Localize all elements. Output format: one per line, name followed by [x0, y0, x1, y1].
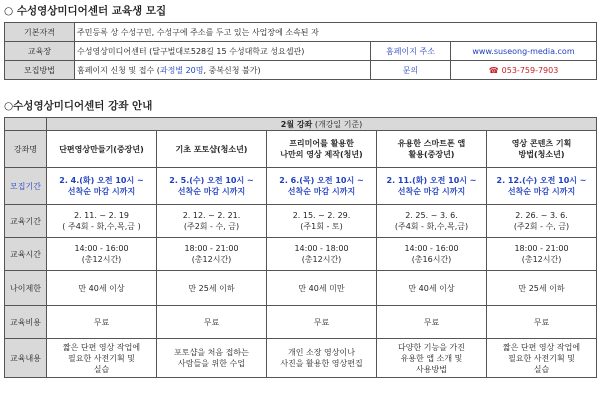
period-header-blank [5, 118, 47, 131]
period-line: ( 주4회 - 화,수,목,금 ) [62, 222, 141, 231]
row-label-recruit: 모집기간 [5, 168, 47, 205]
row-label-content: 교육내용 [5, 339, 47, 378]
course-name-row [5, 131, 597, 168]
contact-label: 문의 [371, 61, 451, 80]
recruit-cell [47, 168, 157, 205]
time-cell [157, 238, 267, 271]
recruit-cell [377, 168, 487, 205]
recruit-cell [157, 168, 267, 205]
age-cell: 만 40세 미만 [267, 271, 377, 306]
time-line: 18:00 - 21:00 [514, 244, 569, 253]
period-cell [267, 205, 377, 238]
time-row [5, 238, 597, 271]
method-label: 모집방법 [5, 61, 75, 80]
content-line: 사람들을 위한 수업 [178, 359, 245, 368]
recruit-line: 선착순 마감 시까지 [287, 187, 356, 196]
fee-cell: 무료 [487, 306, 597, 339]
content-cell [377, 339, 487, 378]
recruit-line: 선착순 마감 시까지 [67, 187, 136, 196]
recruitment-info-table [4, 22, 597, 80]
time-cell [487, 238, 597, 271]
course-name-line: 영상 콘텐츠 기획 [511, 139, 572, 148]
method-suffix: , 중복신청 불가) [203, 65, 261, 75]
time-cell [377, 238, 487, 271]
period-line: 2. 26. ~ 3. 6. [515, 211, 568, 220]
recruit-line: 선착순 마감 시까지 [397, 187, 466, 196]
time-line: (총12시간) [301, 255, 342, 264]
course-name: 기초 포토샵(청소년) [157, 131, 267, 168]
time-line: 18:00 - 21:00 [184, 244, 239, 253]
period-line: 2. 15. ~ 2. 29. [292, 211, 351, 220]
fee-cell: 무료 [157, 306, 267, 339]
section-title-courses: ○수성영상미디어센터 강좌 안내 [4, 100, 153, 112]
age-cell: 만 25세 이하 [157, 271, 267, 306]
row-label-period: 교육기간 [5, 205, 47, 238]
period-cell [157, 205, 267, 238]
course-name: 단편영상만들기(중장년) [47, 131, 157, 168]
recruit-line: 2. 11.(화) 오전 10시 ~ [386, 176, 477, 185]
section-title-recruitment: ○ 수성영상미디어센터 교육생 모집 [4, 5, 167, 17]
content-line: 필요한 사전기획 및 [508, 353, 575, 363]
period-header-row [5, 118, 597, 131]
time-line: 14:00 - 18:00 [294, 244, 349, 253]
method-prefix: 홈페이지 신청 및 접수 ( [77, 65, 160, 75]
recruit-line: 2. 5.(수) 오전 10시 ~ [169, 176, 254, 185]
period-line: (주4회 - 화,수,목,금) [394, 222, 469, 231]
age-cell: 만 40세 이상 [377, 271, 487, 306]
content-line: 짧은 단편 영상 작업에 [62, 342, 141, 352]
course-name-line: 활용(중장년) [408, 150, 455, 159]
course-name-line: 나만의 영상 제작(청년) [280, 150, 363, 159]
eligibility-row [5, 23, 597, 42]
period-line: (주1회 - 토) [300, 222, 343, 231]
content-row [5, 339, 597, 378]
course-name [267, 131, 377, 168]
eligibility-label: 기본자격 [5, 23, 75, 42]
row-label-time: 교육시간 [5, 238, 47, 271]
content-line: 포토샵을 처음 접하는 [174, 348, 249, 357]
content-line: 개인 소장 영상이나 [288, 348, 355, 357]
period-cell [487, 205, 597, 238]
row-label-fee: 교육비용 [5, 306, 47, 339]
course-table [4, 117, 597, 378]
eligibility-value: 주민등록 상 수성구민, 수성구에 주소를 두고 있는 사업장에 소속된 자 [75, 23, 597, 42]
period-cell [377, 205, 487, 238]
content-cell [47, 339, 157, 378]
content-line: 사진을 활용한 영상편집 [280, 359, 363, 368]
period-header-bold: 2월 강좌 [280, 119, 313, 129]
content-line: 짧은 단편 영상 작업에 [502, 342, 581, 352]
content-line: 실습 [533, 364, 550, 374]
content-line: 필요한 사전기획 및 [68, 353, 135, 363]
phone-number: 053-759-7903 [501, 65, 559, 75]
fee-cell: 무료 [377, 306, 487, 339]
content-cell [157, 339, 267, 378]
period-cell [47, 205, 157, 238]
course-name [487, 131, 597, 168]
method-highlight: 과정별 20명 [159, 65, 204, 75]
recruit-cell [487, 168, 597, 205]
content-cell [267, 339, 377, 378]
fee-cell: 무료 [47, 306, 157, 339]
recruit-line: 선착순 마감 시까지 [177, 187, 246, 196]
recruit-line: 2. 12.(수) 오전 10시 ~ [496, 176, 587, 185]
row-label-course: 강좌명 [5, 131, 47, 168]
venue-row [5, 42, 597, 61]
period-line: (주2회 - 수, 금) [513, 222, 570, 231]
period-row [5, 205, 597, 238]
time-line: 14:00 - 16:00 [404, 244, 459, 253]
recruit-line: 2. 4.(화) 오전 10시 ~ [59, 176, 144, 185]
recruit-cell [267, 168, 377, 205]
time-line: 14:00 - 16:00 [74, 244, 129, 253]
homepage-link[interactable]: www.suseong-media.com [451, 42, 597, 61]
period-line: 2. 25. ~ 3. 6. [405, 211, 458, 220]
age-cell: 만 25세 이하 [487, 271, 597, 306]
venue-label: 교육장 [5, 42, 75, 61]
homepage-label: 홈페이지 주소 [371, 42, 451, 61]
content-line: 다양한 기능을 가진 [398, 342, 465, 352]
period-header [47, 118, 597, 131]
content-line: 유용한 앱 소개 및 [400, 353, 463, 363]
time-line: (총12시간) [521, 255, 562, 264]
method-row [5, 61, 597, 80]
course-name-line: 유용한 스마트폰 앱 [397, 139, 466, 148]
method-value [75, 61, 371, 80]
period-line: 2. 11. ~ 2. 19 [73, 211, 130, 220]
course-name-line: 방법(청소년) [518, 150, 565, 159]
time-cell [47, 238, 157, 271]
period-header-note: (개강일 기준) [314, 119, 363, 129]
fee-cell: 무료 [267, 306, 377, 339]
content-line: 실습 [93, 364, 110, 374]
row-label-age: 나이제한 [5, 271, 47, 306]
age-cell: 만 40세 이상 [47, 271, 157, 306]
contact-value [451, 61, 597, 80]
venue-value: 수성영상미디어센터 (달구벌대로528길 15 수성대학교 성요셉관) [75, 42, 371, 61]
period-line: 2. 12. ~ 2. 21. [182, 211, 241, 220]
time-cell [267, 238, 377, 271]
age-row [5, 271, 597, 306]
time-line: (총12시간) [191, 255, 232, 264]
time-line: (총16시간) [411, 255, 452, 264]
content-cell [487, 339, 597, 378]
phone-icon: ☎ [488, 65, 499, 75]
recruit-line: 2. 6.(목) 오전 10시 ~ [279, 176, 364, 185]
recruit-row [5, 168, 597, 205]
recruit-line: 선착순 마감 시까지 [507, 187, 576, 196]
time-line: (총12시간) [81, 255, 122, 264]
course-name [377, 131, 487, 168]
content-line: 사용방법 [416, 364, 447, 374]
fee-row [5, 306, 597, 339]
course-name-line: 프리미어를 활용한 [289, 139, 354, 148]
period-line: (주2회 - 수, 금) [183, 222, 240, 231]
